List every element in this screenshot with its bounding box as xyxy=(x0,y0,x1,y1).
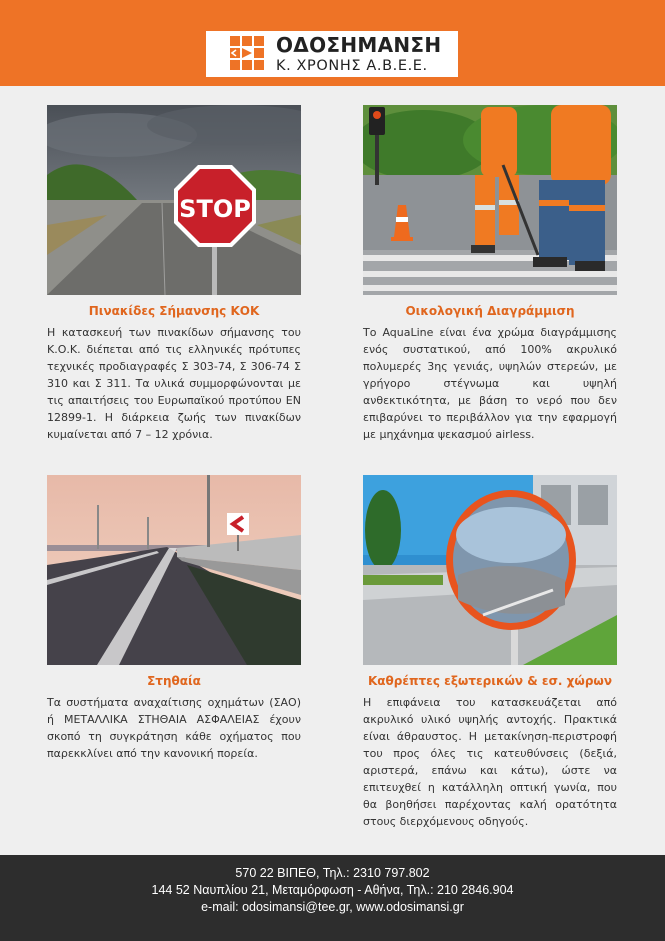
header-bar xyxy=(0,0,665,86)
stop-sign-text: STOP xyxy=(179,195,251,223)
section-text-mirrors: Η επιφάνεια του κατασκευάζεται από ακρυλικό υλικό υψηλής αντοχής. Πρακτικά είναι άθραυστος. Η μετακίνηση-περιστροφή του προς όλες τις κατευθύνσεις (δεξιά, αριστερά, επάνω και κάτω), ώστε να επιτευχθεί η κατάλληλη οπτική γωνία, που θα βοηθήσει παρέχοντας καλή ορατότητα στους διερχόμενους οδηγούς. xyxy=(363,696,617,828)
footer-bar xyxy=(0,855,665,941)
section-title-mirrors: Καθρέπτες εξωτερικών & εσ. χώρων xyxy=(367,674,613,688)
section-text-guardrails: Τα συστήματα αναχαίτισης οχημάτων (ΣΑΟ) ή ΜΕΤΑΛΛΙΚΑ ΣΤΗΘΑΙΑ ΑΣΦΑΛΕΙΑΣ έχουν σκοπό τη συγκράτηση κάθε οχήματος που παρεκκλίνει από την κανονική πορεία. xyxy=(47,696,301,760)
section-title-traffic-signs: Πινακίδες Σήμανσης ΚΟΚ xyxy=(88,304,260,318)
logo-mark-icon xyxy=(228,34,268,74)
road-marking-photo xyxy=(363,105,617,295)
stop-sign-photo xyxy=(47,105,301,295)
logo-subtitle: Κ. ΧΡΟΝΗΣ Α.Β.Ε.Ε. xyxy=(276,57,428,74)
section-title-eco-marking: Οικολογική Διαγράμμιση xyxy=(405,304,575,318)
logo-title: ΟΔΟΣΗΜΑΝΣΗ xyxy=(276,32,442,57)
traffic-mirror-photo xyxy=(363,475,617,665)
section-title-guardrails: Στηθαία xyxy=(147,674,201,688)
company-logo[interactable] xyxy=(206,31,458,77)
section-text-eco-marking: Το AquaLine είναι ένα χρώμα διαγράμμισης ενός συστατικού, από 100% ακρυλικό πολυμερές 3ης γενιάς, υψηλών στερεών, με γρήγορο στέγνωμα και υψηλή ανθεκτικότητα, με βάση το νερό που δεν επιβαρύνει το περιβάλλον για την εφαρμογή με μηχάνημα ψεκασμού airless. xyxy=(363,326,617,441)
footer-address-athens: 144 52 Ναυπλίου 21, Μεταμόρφωση - Αθήνα, Τηλ.: 210 2846.904 xyxy=(151,883,514,897)
guardrail-photo xyxy=(47,475,301,665)
footer-address-thessaloniki: 570 22 ΒΙΠΕΘ, Τηλ.: 2310 797.802 xyxy=(235,866,430,880)
section-text-traffic-signs: Η κατασκευή των πινακίδων σήμανσης του Κ.Ο.Κ. διέπεται από τις ελληνικές πρότυπες τεχνικές προδιαγραφές Σ 303-74, Σ 306-74 Σ 310 και Σ 311. Τα υλικά συμμορφώνονται με τις απαιτήσεις του Ευρωπαϊκού προτύπου EN 12899-1. Η διάρκεια ζωής των πινακίδων κυμαίνεται από 7 – 12 χρόνια. xyxy=(47,326,301,441)
footer-contact[interactable]: e-mail: odosimansi@tee.gr, www.odosimansi.gr xyxy=(201,900,464,914)
